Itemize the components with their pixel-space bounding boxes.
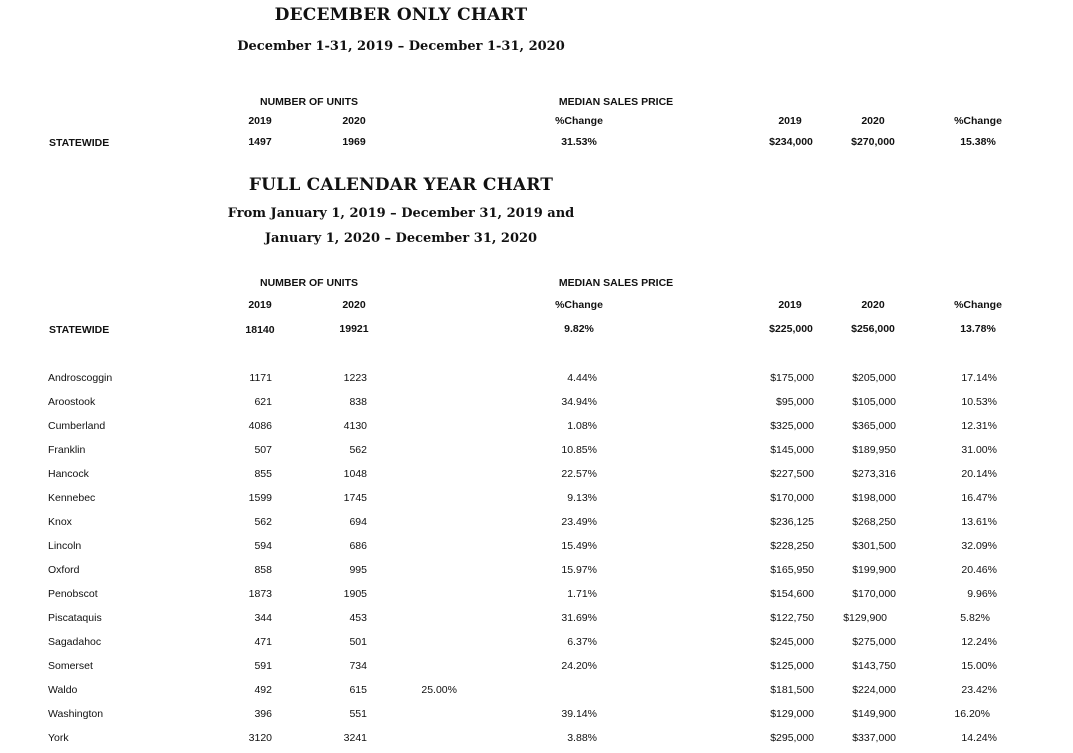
price-change: 20.46% xyxy=(961,564,997,576)
fy-statewide-price-2020: $256,000 xyxy=(851,323,895,335)
price-2019: $228,250 xyxy=(770,540,814,552)
units-change: 9.13% xyxy=(567,492,597,504)
county-name: Aroostook xyxy=(48,396,96,408)
county-name: Franklin xyxy=(48,444,86,456)
full-year-title: FULL CALENDAR YEAR CHART xyxy=(248,175,554,195)
price-2019: $227,500 xyxy=(770,468,814,480)
full-year-subtitle-line2: January 1, 2020 – December 31, 2020 xyxy=(264,231,538,246)
price-2020: $170,000 xyxy=(852,588,896,600)
price-2019: $236,125 xyxy=(770,516,814,528)
county-name: Knox xyxy=(48,516,72,528)
units-change: 23.49% xyxy=(561,516,597,528)
december-subtitle: December 1-31, 2019 – December 1-31, 2020 xyxy=(237,39,565,54)
county-name: Kennebec xyxy=(48,492,96,504)
units-2020: 686 xyxy=(349,540,367,552)
units-2020: 3241 xyxy=(343,732,367,744)
units-change: 4.44% xyxy=(567,372,597,384)
price-2019: $325,000 xyxy=(770,420,814,432)
price-2019: $245,000 xyxy=(770,636,814,648)
dec-price-2020: 2020 xyxy=(861,115,885,127)
price-change: 15.00% xyxy=(961,660,997,672)
price-change: 32.09% xyxy=(961,540,997,552)
units-2019: 594 xyxy=(254,540,272,552)
price-change: 16.47% xyxy=(961,492,997,504)
dec-statewide-price-2019: $234,000 xyxy=(769,136,813,148)
dec-statewide-units-change: 31.53% xyxy=(561,136,597,148)
price-change: 13.61% xyxy=(961,516,997,528)
price-2019: $125,000 xyxy=(770,660,814,672)
units-change: 6.37% xyxy=(567,636,597,648)
price-change: 31.00% xyxy=(961,444,997,456)
dec-statewide-units-2019: 1497 xyxy=(248,136,272,148)
units-change: 15.97% xyxy=(561,564,597,576)
county-name: Lincoln xyxy=(48,540,82,552)
units-2019: 471 xyxy=(254,636,272,648)
units-2020: 694 xyxy=(349,516,367,528)
county-name: Androscoggin xyxy=(48,372,113,384)
price-2020: $199,900 xyxy=(852,564,896,576)
price-2020: $149,900 xyxy=(852,708,896,720)
county-name: York xyxy=(48,732,69,744)
price-change: 23.42% xyxy=(961,684,997,696)
county-name: Waldo xyxy=(48,684,78,696)
county-name: Oxford xyxy=(48,564,80,576)
units-2020: 734 xyxy=(349,660,367,672)
units-2020: 562 xyxy=(349,444,367,456)
units-2019: 507 xyxy=(254,444,272,456)
county-name: Piscataquis xyxy=(48,612,102,624)
units-2019: 858 xyxy=(254,564,272,576)
units-2020: 1745 xyxy=(343,492,367,504)
price-2019: $175,000 xyxy=(770,372,814,384)
units-2020: 1223 xyxy=(343,372,367,384)
price-change: 12.24% xyxy=(961,636,997,648)
price-2020: $224,000 xyxy=(852,684,896,696)
dec-col-change: %Change xyxy=(555,115,603,127)
fy-statewide-label: STATEWIDE xyxy=(49,324,110,336)
price-2019: $181,500 xyxy=(770,684,814,696)
price-change: 9.96% xyxy=(967,588,997,600)
county-name: Penobscot xyxy=(48,588,98,600)
dec-price-header: MEDIAN SALES PRICE xyxy=(558,96,674,108)
price-change: 17.14% xyxy=(961,372,997,384)
fy-price-2019: 2019 xyxy=(778,299,802,311)
price-2019: $122,750 xyxy=(770,612,814,624)
units-2020: 995 xyxy=(349,564,367,576)
units-2019: 1873 xyxy=(248,588,272,600)
price-2019: $154,600 xyxy=(770,588,814,600)
december-title: DECEMBER ONLY CHART xyxy=(274,5,528,25)
units-2020: 501 xyxy=(349,636,367,648)
county-name: Washington xyxy=(48,708,104,720)
units-2019: 591 xyxy=(254,660,272,672)
fy-statewide-units-2020: 19921 xyxy=(339,323,369,335)
units-2019: 855 xyxy=(254,468,272,480)
price-2020: $337,000 xyxy=(852,732,896,744)
units-2019: 3120 xyxy=(248,732,272,744)
price-2020: $198,000 xyxy=(852,492,896,504)
price-2020: $273,316 xyxy=(852,468,896,480)
dec-price-change: %Change xyxy=(954,115,1002,127)
price-change: 10.53% xyxy=(961,396,997,408)
county-name: Cumberland xyxy=(48,420,106,432)
county-name: Somerset xyxy=(48,660,93,672)
units-change: 24.20% xyxy=(561,660,597,672)
units-2019: 344 xyxy=(254,612,272,624)
units-change: 39.14% xyxy=(561,708,597,720)
units-change: 10.85% xyxy=(561,444,597,456)
units-2020: 551 xyxy=(349,708,367,720)
dec-col-2019: 2019 xyxy=(248,115,272,127)
full-year-subtitle-line1: From January 1, 2019 – December 31, 2019 and xyxy=(227,206,575,221)
units-2020: 453 xyxy=(349,612,367,624)
price-2020: $143,750 xyxy=(852,660,896,672)
price-2020: $189,950 xyxy=(852,444,896,456)
dec-statewide-label: STATEWIDE xyxy=(49,137,110,149)
price-change: 5.82% xyxy=(960,612,990,624)
units-2019: 1171 xyxy=(249,372,272,384)
fy-units-header: NUMBER OF UNITS xyxy=(260,277,358,289)
dec-statewide-price-change: 15.38% xyxy=(960,136,996,148)
price-2019: $145,000 xyxy=(770,444,814,456)
price-change: 14.24% xyxy=(961,732,997,744)
price-change: 12.31% xyxy=(961,420,997,432)
price-2020: $105,000 xyxy=(852,396,896,408)
units-change: 34.94% xyxy=(561,396,597,408)
units-2019: 492 xyxy=(254,684,272,696)
units-2020: 615 xyxy=(349,684,367,696)
units-2019: 1599 xyxy=(248,492,272,504)
fy-statewide-units-change: 9.82% xyxy=(564,323,594,335)
fy-col-2019: 2019 xyxy=(248,299,272,311)
county-name: Sagadahoc xyxy=(48,636,102,648)
fy-col-change: %Change xyxy=(555,299,603,311)
price-change: 16.20% xyxy=(954,708,990,720)
price-2019: $165,950 xyxy=(770,564,814,576)
units-change: 25.00% xyxy=(421,684,457,696)
county-name: Hancock xyxy=(48,468,89,480)
price-2020: $275,000 xyxy=(852,636,896,648)
price-2020: $268,250 xyxy=(852,516,896,528)
price-2019: $170,000 xyxy=(770,492,814,504)
units-change: 15.49% xyxy=(561,540,597,552)
dec-price-2019: 2019 xyxy=(778,115,802,127)
price-2020: $365,000 xyxy=(852,420,896,432)
fy-price-change: %Change xyxy=(954,299,1002,311)
fy-statewide-units-2019: 18140 xyxy=(245,324,275,336)
units-change: 1.08% xyxy=(567,420,597,432)
fy-col-2020: 2020 xyxy=(342,299,366,311)
dec-statewide-units-2020: 1969 xyxy=(342,136,366,148)
units-2020: 838 xyxy=(349,396,367,408)
dec-col-2020: 2020 xyxy=(342,115,366,127)
price-2019: $129,000 xyxy=(770,708,814,720)
units-2019: 4086 xyxy=(248,420,272,432)
units-2020: 1048 xyxy=(343,468,367,480)
price-2020: $205,000 xyxy=(852,372,896,384)
fy-price-header: MEDIAN SALES PRICE xyxy=(558,277,674,289)
fy-statewide-price-2019: $225,000 xyxy=(769,323,813,335)
units-change: 22.57% xyxy=(561,468,597,480)
units-change: 31.69% xyxy=(561,612,597,624)
price-2019: $95,000 xyxy=(776,396,814,408)
price-2020: $301,500 xyxy=(852,540,896,552)
units-2020: 1905 xyxy=(343,588,367,600)
dec-statewide-price-2020: $270,000 xyxy=(851,136,895,148)
fy-price-2020: 2020 xyxy=(861,299,885,311)
price-2020: $129,900 xyxy=(843,612,887,624)
units-2019: 562 xyxy=(254,516,272,528)
price-2019: $295,000 xyxy=(770,732,814,744)
fy-statewide-price-change: 13.78% xyxy=(960,323,996,335)
units-2019: 396 xyxy=(254,708,272,720)
price-change: 20.14% xyxy=(961,468,997,480)
units-2019: 621 xyxy=(254,396,272,408)
units-2020: 4130 xyxy=(343,420,367,432)
units-change: 1.71% xyxy=(567,588,597,600)
dec-units-header: NUMBER OF UNITS xyxy=(260,96,358,108)
units-change: 3.88% xyxy=(567,732,597,744)
